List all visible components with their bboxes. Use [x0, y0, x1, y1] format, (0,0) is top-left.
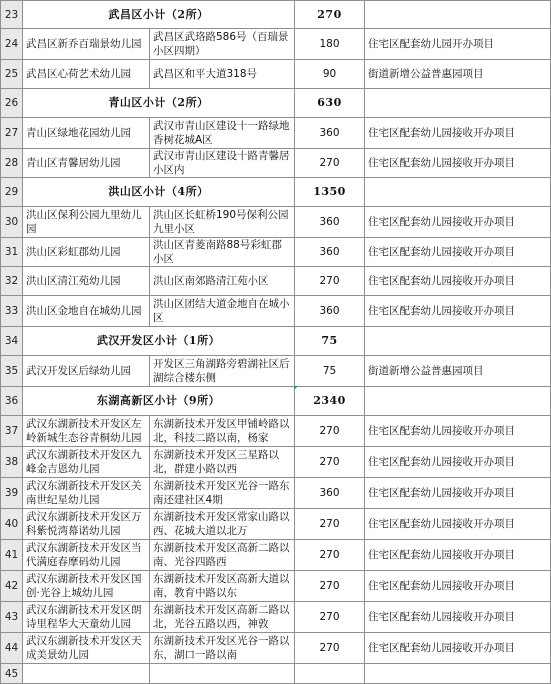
capacity-cell[interactable]: 270	[295, 540, 365, 571]
kindergarten-name-cell[interactable]: 武汉东湖新技术开发区国创·光谷上城幼儿园	[23, 571, 150, 602]
district-subtotal-label[interactable]: 武汉开发区小计（1所）	[23, 327, 295, 356]
project-type-cell[interactable]: 住宅区配套幼儿园接收开办项目	[365, 540, 551, 571]
address-cell[interactable]: 东湖新技术开发区光谷一路东南还建社区4期	[150, 478, 295, 509]
address-cell[interactable]: 东湖新技术开发区高新大道以南，教育中路以东	[150, 571, 295, 602]
table-row	[1, 356, 551, 387]
capacity-cell[interactable]: 360	[295, 296, 365, 327]
project-type-cell[interactable]: 住宅区配套幼儿园接收开办项目	[365, 447, 551, 478]
table-row	[1, 509, 551, 540]
project-type-cell[interactable]: 街道新增公益普惠园项目	[365, 60, 551, 89]
empty-cell[interactable]	[365, 178, 551, 207]
capacity-cell[interactable]: 360	[295, 478, 365, 509]
row-number: 36	[1, 387, 23, 416]
kindergarten-name-cell[interactable]: 武汉东湖新技术开发区当代满庭春摩码幼儿园	[23, 540, 150, 571]
district-subtotal-capacity[interactable]: 2340	[295, 387, 365, 416]
capacity-cell[interactable]: 270	[295, 571, 365, 602]
kindergarten-name-cell[interactable]: 洪山区保利公园九里幼儿园	[23, 207, 150, 238]
row-number: 33	[1, 296, 23, 327]
project-type-cell[interactable]: 住宅区配套幼儿园接收开办项目	[365, 571, 551, 602]
address-cell[interactable]: 洪山区南郊路清江苑小区	[150, 267, 295, 296]
table-row	[1, 447, 551, 478]
row-number: 40	[1, 509, 23, 540]
address-cell[interactable]: 洪山区青菱南路88号彩虹郡小区	[150, 238, 295, 267]
empty-cell[interactable]	[365, 1, 551, 29]
kindergarten-name-cell[interactable]: 武汉东湖新技术开发区朗诗里程华大天童幼儿园	[23, 602, 150, 633]
address-cell[interactable]: 东湖新技术开发区光谷一路以东，湖口一路以南	[150, 633, 295, 664]
capacity-cell[interactable]: 270	[295, 602, 365, 633]
capacity-cell[interactable]: 360	[295, 238, 365, 267]
row-number: 44	[1, 633, 23, 664]
capacity-cell[interactable]: 270	[295, 447, 365, 478]
address-cell[interactable]: 洪山区团结大道金地自在城小区	[150, 296, 295, 327]
address-cell[interactable]: 洪山区长虹桥190号保利公园九里小区	[150, 207, 295, 238]
project-type-cell[interactable]: 住宅区配套幼儿园接收开办项目	[365, 416, 551, 447]
table-row	[1, 29, 551, 60]
project-type-cell[interactable]: 住宅区配套幼儿园接收开办项目	[365, 478, 551, 509]
row-number: 41	[1, 540, 23, 571]
kindergarten-name-cell[interactable]: 武昌区新乔百瑞景幼儿园	[23, 29, 150, 60]
project-type-cell[interactable]: 住宅区配套幼儿园接收开办项目	[365, 207, 551, 238]
address-cell[interactable]: 东湖新技术开发区甲铺岭路以北，科技二路以南，杨家	[150, 416, 295, 447]
row-number: 34	[1, 327, 23, 356]
project-type-cell[interactable]: 住宅区配套幼儿园接收开办项目	[365, 238, 551, 267]
table-row	[1, 118, 551, 149]
cell-comment-indicator	[294, 386, 298, 390]
district-subtotal-label[interactable]: 东湖高新区小计（9所）	[23, 387, 295, 416]
project-type-cell[interactable]: 住宅区配套幼儿园开办项目	[365, 29, 551, 60]
district-subtotal-capacity[interactable]: 75	[295, 327, 365, 356]
capacity-cell[interactable]: 270	[295, 509, 365, 540]
district-subtotal-capacity[interactable]: 270	[295, 1, 365, 29]
table-row	[1, 60, 551, 89]
project-type-cell[interactable]: 住宅区配套幼儿园接收开办项目	[365, 633, 551, 664]
address-cell[interactable]: 开发区三角湖路旁碧湖社区后湖综合楼东侧	[150, 356, 295, 387]
row-number: 27	[1, 118, 23, 149]
subtotal-row	[1, 178, 551, 207]
table-row	[1, 602, 551, 633]
kindergarten-name-cell[interactable]: 武汉开发区后绿幼儿园	[23, 356, 150, 387]
row-number: 31	[1, 238, 23, 267]
address-cell[interactable]: 武昌区武珞路586号（百瑞景小区四期）	[150, 29, 295, 60]
capacity-cell[interactable]: 360	[295, 207, 365, 238]
empty-cell[interactable]	[150, 664, 295, 684]
empty-cell[interactable]	[365, 387, 551, 416]
address-cell[interactable]: 东湖新技术开发区高新二路以北，光谷五路以西，神敦	[150, 602, 295, 633]
empty-cell[interactable]	[365, 327, 551, 356]
row-number: 24	[1, 29, 23, 60]
capacity-cell[interactable]: 90	[295, 60, 365, 89]
district-subtotal-label[interactable]: 洪山区小计（4所）	[23, 178, 295, 207]
address-cell[interactable]: 武汉市青山区建设十一路绿地香树花城A区	[150, 118, 295, 149]
row-number: 25	[1, 60, 23, 89]
empty-cell[interactable]	[295, 664, 365, 684]
row-number: 43	[1, 602, 23, 633]
row-number: 32	[1, 267, 23, 296]
district-subtotal-capacity[interactable]: 1350	[295, 178, 365, 207]
row-number: 35	[1, 356, 23, 387]
capacity-cell[interactable]: 270	[295, 149, 365, 178]
row-number: 39	[1, 478, 23, 509]
table-row	[1, 238, 551, 267]
kindergarten-name-cell[interactable]: 武汉东湖新技术开发区天成美景幼儿园	[23, 633, 150, 664]
kindergarten-name-cell[interactable]: 武汉东湖新技术开发区万科紫悦湾幕诺幼儿园	[23, 509, 150, 540]
project-type-cell[interactable]: 住宅区配套幼儿园接收开办项目	[365, 149, 551, 178]
address-cell[interactable]: 东湖新技术开发区高新二路以南、光谷四路西	[150, 540, 295, 571]
empty-cell[interactable]	[23, 664, 150, 684]
row-number: 37	[1, 416, 23, 447]
project-type-cell[interactable]: 住宅区配套幼儿园接收开办项目	[365, 296, 551, 327]
capacity-cell[interactable]: 270	[295, 633, 365, 664]
capacity-cell[interactable]: 75	[295, 356, 365, 387]
row-number: 26	[1, 89, 23, 118]
row-number: 38	[1, 447, 23, 478]
table-row	[1, 149, 551, 178]
kindergarten-name-cell[interactable]: 青山区青馨居幼儿园	[23, 149, 150, 178]
address-cell[interactable]: 武汉市青山区建设十路青馨居小区内	[150, 149, 295, 178]
subtotal-row	[1, 387, 551, 416]
kindergarten-name-cell[interactable]: 武汉东湖新技术开发区左岭新城生态谷青桐幼儿园	[23, 416, 150, 447]
kindergarten-name-cell[interactable]: 洪山区彩虹郡幼儿园	[23, 238, 150, 267]
row-number: 30	[1, 207, 23, 238]
subtotal-row	[1, 89, 551, 118]
project-type-cell[interactable]: 住宅区配套幼儿园接收开办项目	[365, 602, 551, 633]
district-subtotal-label[interactable]: 青山区小计（2所）	[23, 89, 295, 118]
kindergarten-name-cell[interactable]: 武汉东湖新技术开发区九峰金吉恩幼儿园	[23, 447, 150, 478]
empty-cell[interactable]	[365, 89, 551, 118]
subtotal-row	[1, 327, 551, 356]
table-row	[1, 664, 551, 684]
row-number: 29	[1, 178, 23, 207]
subtotal-row	[1, 1, 551, 29]
district-subtotal-capacity[interactable]: 630	[295, 89, 365, 118]
table-row	[1, 207, 551, 238]
row-number: 23	[1, 1, 23, 29]
table-row	[1, 571, 551, 602]
table-row	[1, 540, 551, 571]
row-number: 42	[1, 571, 23, 602]
row-number: 45	[1, 664, 23, 684]
table-row	[1, 416, 551, 447]
kindergarten-name-cell[interactable]: 武汉东湖新技术开发区关南世纪星幼儿园	[23, 478, 150, 509]
project-type-cell[interactable]: 住宅区配套幼儿园接收开办项目	[365, 509, 551, 540]
project-type-cell[interactable]: 住宅区配套幼儿园接收开办项目	[365, 118, 551, 149]
capacity-cell[interactable]: 360	[295, 118, 365, 149]
row-number: 28	[1, 149, 23, 178]
table-row	[1, 478, 551, 509]
project-type-cell[interactable]: 街道新增公益普惠园项目	[365, 356, 551, 387]
address-cell[interactable]: 武昌区和平大道318号	[150, 60, 295, 89]
district-subtotal-label[interactable]: 武昌区小计（2所）	[23, 1, 295, 29]
table-row	[1, 633, 551, 664]
capacity-cell[interactable]: 270	[295, 416, 365, 447]
table-row	[1, 296, 551, 327]
kindergarten-name-cell[interactable]: 武昌区心荷艺术幼儿园	[23, 60, 150, 89]
kindergarten-name-cell[interactable]: 青山区绿地花园幼儿园	[23, 118, 150, 149]
kindergarten-name-cell[interactable]: 洪山区金地自在城幼儿园	[23, 296, 150, 327]
address-cell[interactable]: 东湖新技术开发区常家山路以西、花城大道以北万	[150, 509, 295, 540]
project-type-cell[interactable]: 住宅区配套幼儿园接收开办项目	[365, 267, 551, 296]
table-row	[1, 267, 551, 296]
capacity-cell[interactable]: 180	[295, 29, 365, 60]
empty-cell[interactable]	[365, 664, 551, 684]
kindergarten-name-cell[interactable]: 洪山区清江苑幼儿园	[23, 267, 150, 296]
capacity-cell[interactable]: 270	[295, 267, 365, 296]
address-cell[interactable]: 东湖新技术开发区三星路以北，群建小路以西	[150, 447, 295, 478]
